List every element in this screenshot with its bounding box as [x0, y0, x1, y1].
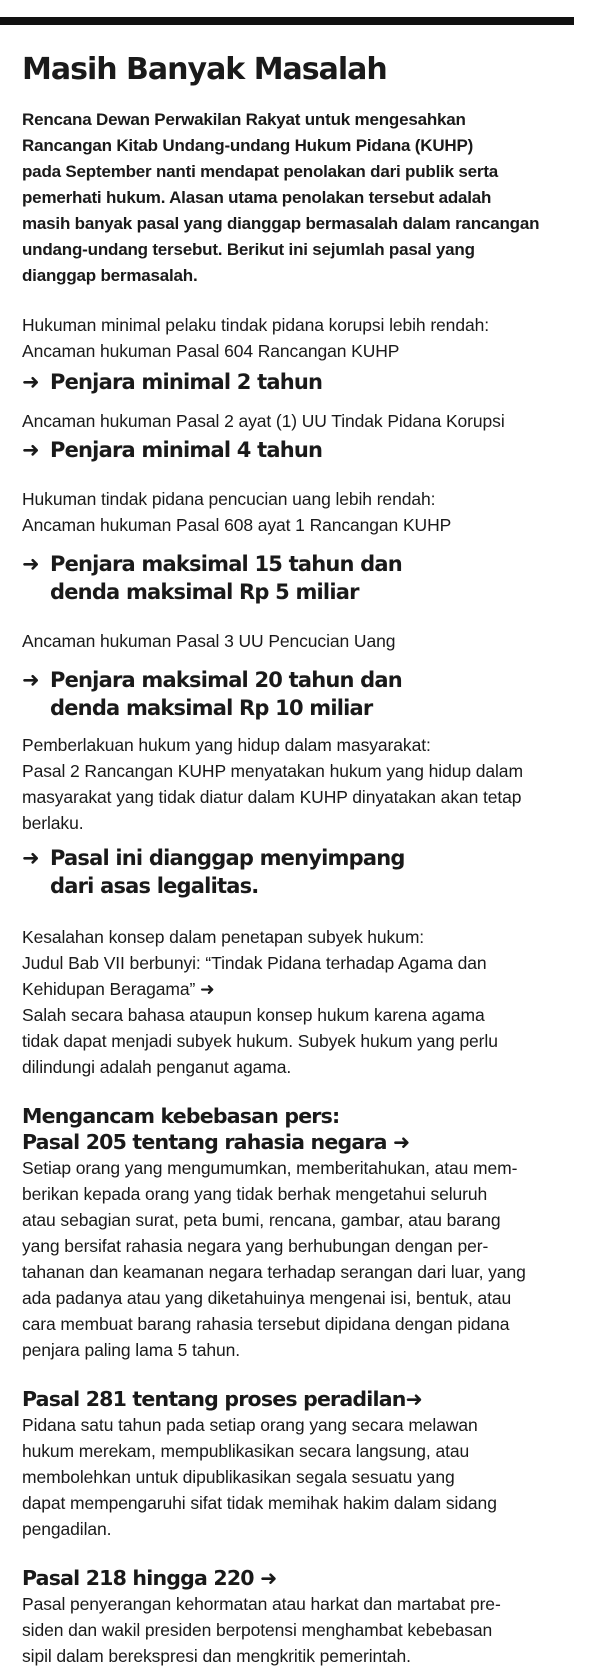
- heading-text: Pasal 218 hingga 220: [22, 1566, 254, 1590]
- pers-heading: [22, 1103, 582, 1155]
- heading-text: Pasal 281 tentang proses peradilan: [22, 1387, 406, 1411]
- result-text: Penjara minimal 2 tahun: [50, 370, 323, 394]
- peradilan-text: [22, 1412, 582, 1542]
- heading-text: Pasal 205 tentang rahasia negara: [22, 1130, 387, 1154]
- text-line: membolehkan untuk dipublikasikan segala sesuatu yang: [22, 1467, 455, 1487]
- text-line: ada padanya atau yang diketahuinya mengenai isi, bentuk, atau: [22, 1288, 512, 1308]
- presiden-heading: [22, 1565, 582, 1591]
- intro-line: pemerhati hukum. Alasan utama penolakan tersebut adalah: [22, 188, 492, 207]
- text-line: tidak dapat menjadi subyek hukum. Subyek hukum yang perlu: [22, 1031, 498, 1051]
- text-line: siden dan wakil presiden berpotensi menghambat kebebasan: [22, 1620, 493, 1640]
- heading-line: Mengancam kebebasan pers:: [22, 1104, 340, 1128]
- text-line: tahanan dan keamanan negara terhadap serangan dari luar, yang: [22, 1262, 526, 1282]
- text-line: berikan kepada orang yang tidak berhak mengetahui seluruh: [22, 1184, 488, 1204]
- section-peradilan: [22, 1386, 582, 1542]
- intro-line: Rencana Dewan Perwakilan Rakyat untuk mengesahkan: [22, 110, 466, 129]
- text-line: [22, 976, 582, 1002]
- text-line: Hukuman minimal pelaku tindak pidana korupsi lebih rendah:: [22, 315, 489, 335]
- section-presiden: [22, 1565, 582, 1669]
- result-text: dari asas legalitas.: [50, 874, 259, 898]
- result-text: denda maksimal Rp 5 miliar: [50, 580, 359, 604]
- text-line: pengadilan.: [22, 1519, 112, 1539]
- pencucian-result-1: [22, 550, 582, 606]
- text-line: dilindungi adalah penganut agama.: [22, 1057, 292, 1077]
- arrow-right-icon: ➜: [22, 370, 39, 394]
- top-rule: [0, 17, 574, 25]
- subyek-text: [22, 924, 582, 1080]
- arrow-right-icon: ➜: [393, 1130, 410, 1154]
- intro-line: masih banyak pasal yang dianggap bermasalah dalam rancangan: [22, 214, 540, 233]
- text-line: Salah secara bahasa ataupun konsep hukum karena agama: [22, 1005, 485, 1025]
- text-line: penjara paling lama 5 tahun.: [22, 1340, 241, 1360]
- text-line: masyarakat yang tidak diatur dalam KUHP dinyatakan akan tetap: [22, 787, 522, 807]
- hidup-result: [22, 844, 582, 900]
- result-text: denda maksimal Rp 10 miliar: [50, 696, 373, 720]
- text-line: Judul Bab VII berbunyi: “Tindak Pidana terhadap Agama dan: [22, 953, 487, 973]
- heading-line: [22, 1129, 582, 1155]
- text-line: Kesalahan konsep dalam penetapan subyek hukum:: [22, 927, 425, 947]
- intro-line: Rancangan Kitab Undang-undang Hukum Pidana (KUHP): [22, 136, 474, 155]
- result-text: Penjara maksimal 15 tahun dan: [50, 552, 402, 576]
- text-line: Pasal penyerangan kehormatan atau harkat dan martabat pre-: [22, 1594, 501, 1614]
- arrow-right-icon: ➜: [22, 668, 39, 692]
- result-text: Penjara minimal 4 tahun: [50, 438, 323, 462]
- pencucian-text-2: [22, 628, 582, 654]
- section-subyek-hukum: [22, 924, 582, 1080]
- korupsi-text-2: [22, 408, 582, 434]
- text-line: sipil dalam berekspresi dan mengkritik pemerintah.: [22, 1646, 411, 1666]
- text-line: berlaku.: [22, 813, 84, 833]
- text-line: dapat mempengaruhi sifat tidak memihak hakim dalam sidang: [22, 1493, 497, 1513]
- hidup-text: [22, 732, 582, 836]
- intro-paragraph: [22, 107, 582, 289]
- pers-text: [22, 1155, 582, 1363]
- article: [22, 50, 582, 1669]
- result-text: Pasal ini dianggap menyimpang: [50, 846, 405, 870]
- text-line: cara membuat barang rahasia tersebut dipidana dengan pidana: [22, 1314, 510, 1334]
- article-title: Masih Banyak Masalah: [22, 52, 387, 87]
- section-korupsi: [22, 312, 582, 464]
- arrow-right-icon: ➜: [200, 979, 215, 999]
- result-text: Penjara maksimal 20 tahun dan: [50, 668, 402, 692]
- text-line: yang bersifat rahasia negara yang berhubungan dengan per-: [22, 1236, 489, 1256]
- section-pencucian: [22, 486, 582, 722]
- text-line: hukum merekam, mempublikasikan secara langsung, atau: [22, 1441, 470, 1461]
- korupsi-result-1: [22, 368, 582, 396]
- arrow-right-icon: ➜: [22, 438, 39, 462]
- korupsi-text: [22, 312, 582, 364]
- pencucian-result-2: [22, 666, 582, 722]
- pencucian-text: [22, 486, 582, 538]
- text-line: atau sebagian surat, peta bumi, rencana, gambar, atau barang: [22, 1210, 501, 1230]
- peradilan-heading: [22, 1386, 582, 1412]
- intro-line: pada September nanti mendapat penolakan dari publik serta: [22, 162, 499, 181]
- text-line: Pemberlakuan hukum yang hidup dalam masyarakat:: [22, 735, 431, 755]
- text-line: Pasal 2 Rancangan KUHP menyatakan hukum yang hidup dalam: [22, 761, 523, 781]
- korupsi-result-2: [22, 436, 582, 464]
- text-line: Ancaman hukuman Pasal 2 ayat (1) UU Tindak Pidana Korupsi: [22, 411, 505, 431]
- text-line: Pidana satu tahun pada setiap orang yang secara melawan: [22, 1415, 478, 1435]
- section-kebebasan-pers: [22, 1103, 582, 1363]
- arrow-right-icon: ➜: [405, 1387, 422, 1411]
- text-line: Setiap orang yang mengumumkan, memberitahukan, atau mem-: [22, 1158, 518, 1178]
- arrow-right-icon: ➜: [260, 1566, 277, 1590]
- text-span: Kehidupan Beragama”: [22, 979, 196, 999]
- arrow-right-icon: ➜: [22, 846, 39, 870]
- intro-line: undang-undang tersebut. Berikut ini sejumlah pasal yang: [22, 240, 475, 259]
- arrow-right-icon: ➜: [22, 552, 39, 576]
- intro-line: dianggap bermasalah.: [22, 266, 198, 285]
- text-line: Ancaman hukuman Pasal 608 ayat 1 Rancangan KUHP: [22, 515, 452, 535]
- text-line: Ancaman hukuman Pasal 3 UU Pencucian Uang: [22, 631, 396, 651]
- presiden-text: [22, 1591, 582, 1669]
- text-line: Hukuman tindak pidana pencucian uang lebih rendah:: [22, 489, 436, 509]
- text-line: Ancaman hukuman Pasal 604 Rancangan KUHP: [22, 341, 400, 361]
- section-hukum-hidup: [22, 732, 582, 900]
